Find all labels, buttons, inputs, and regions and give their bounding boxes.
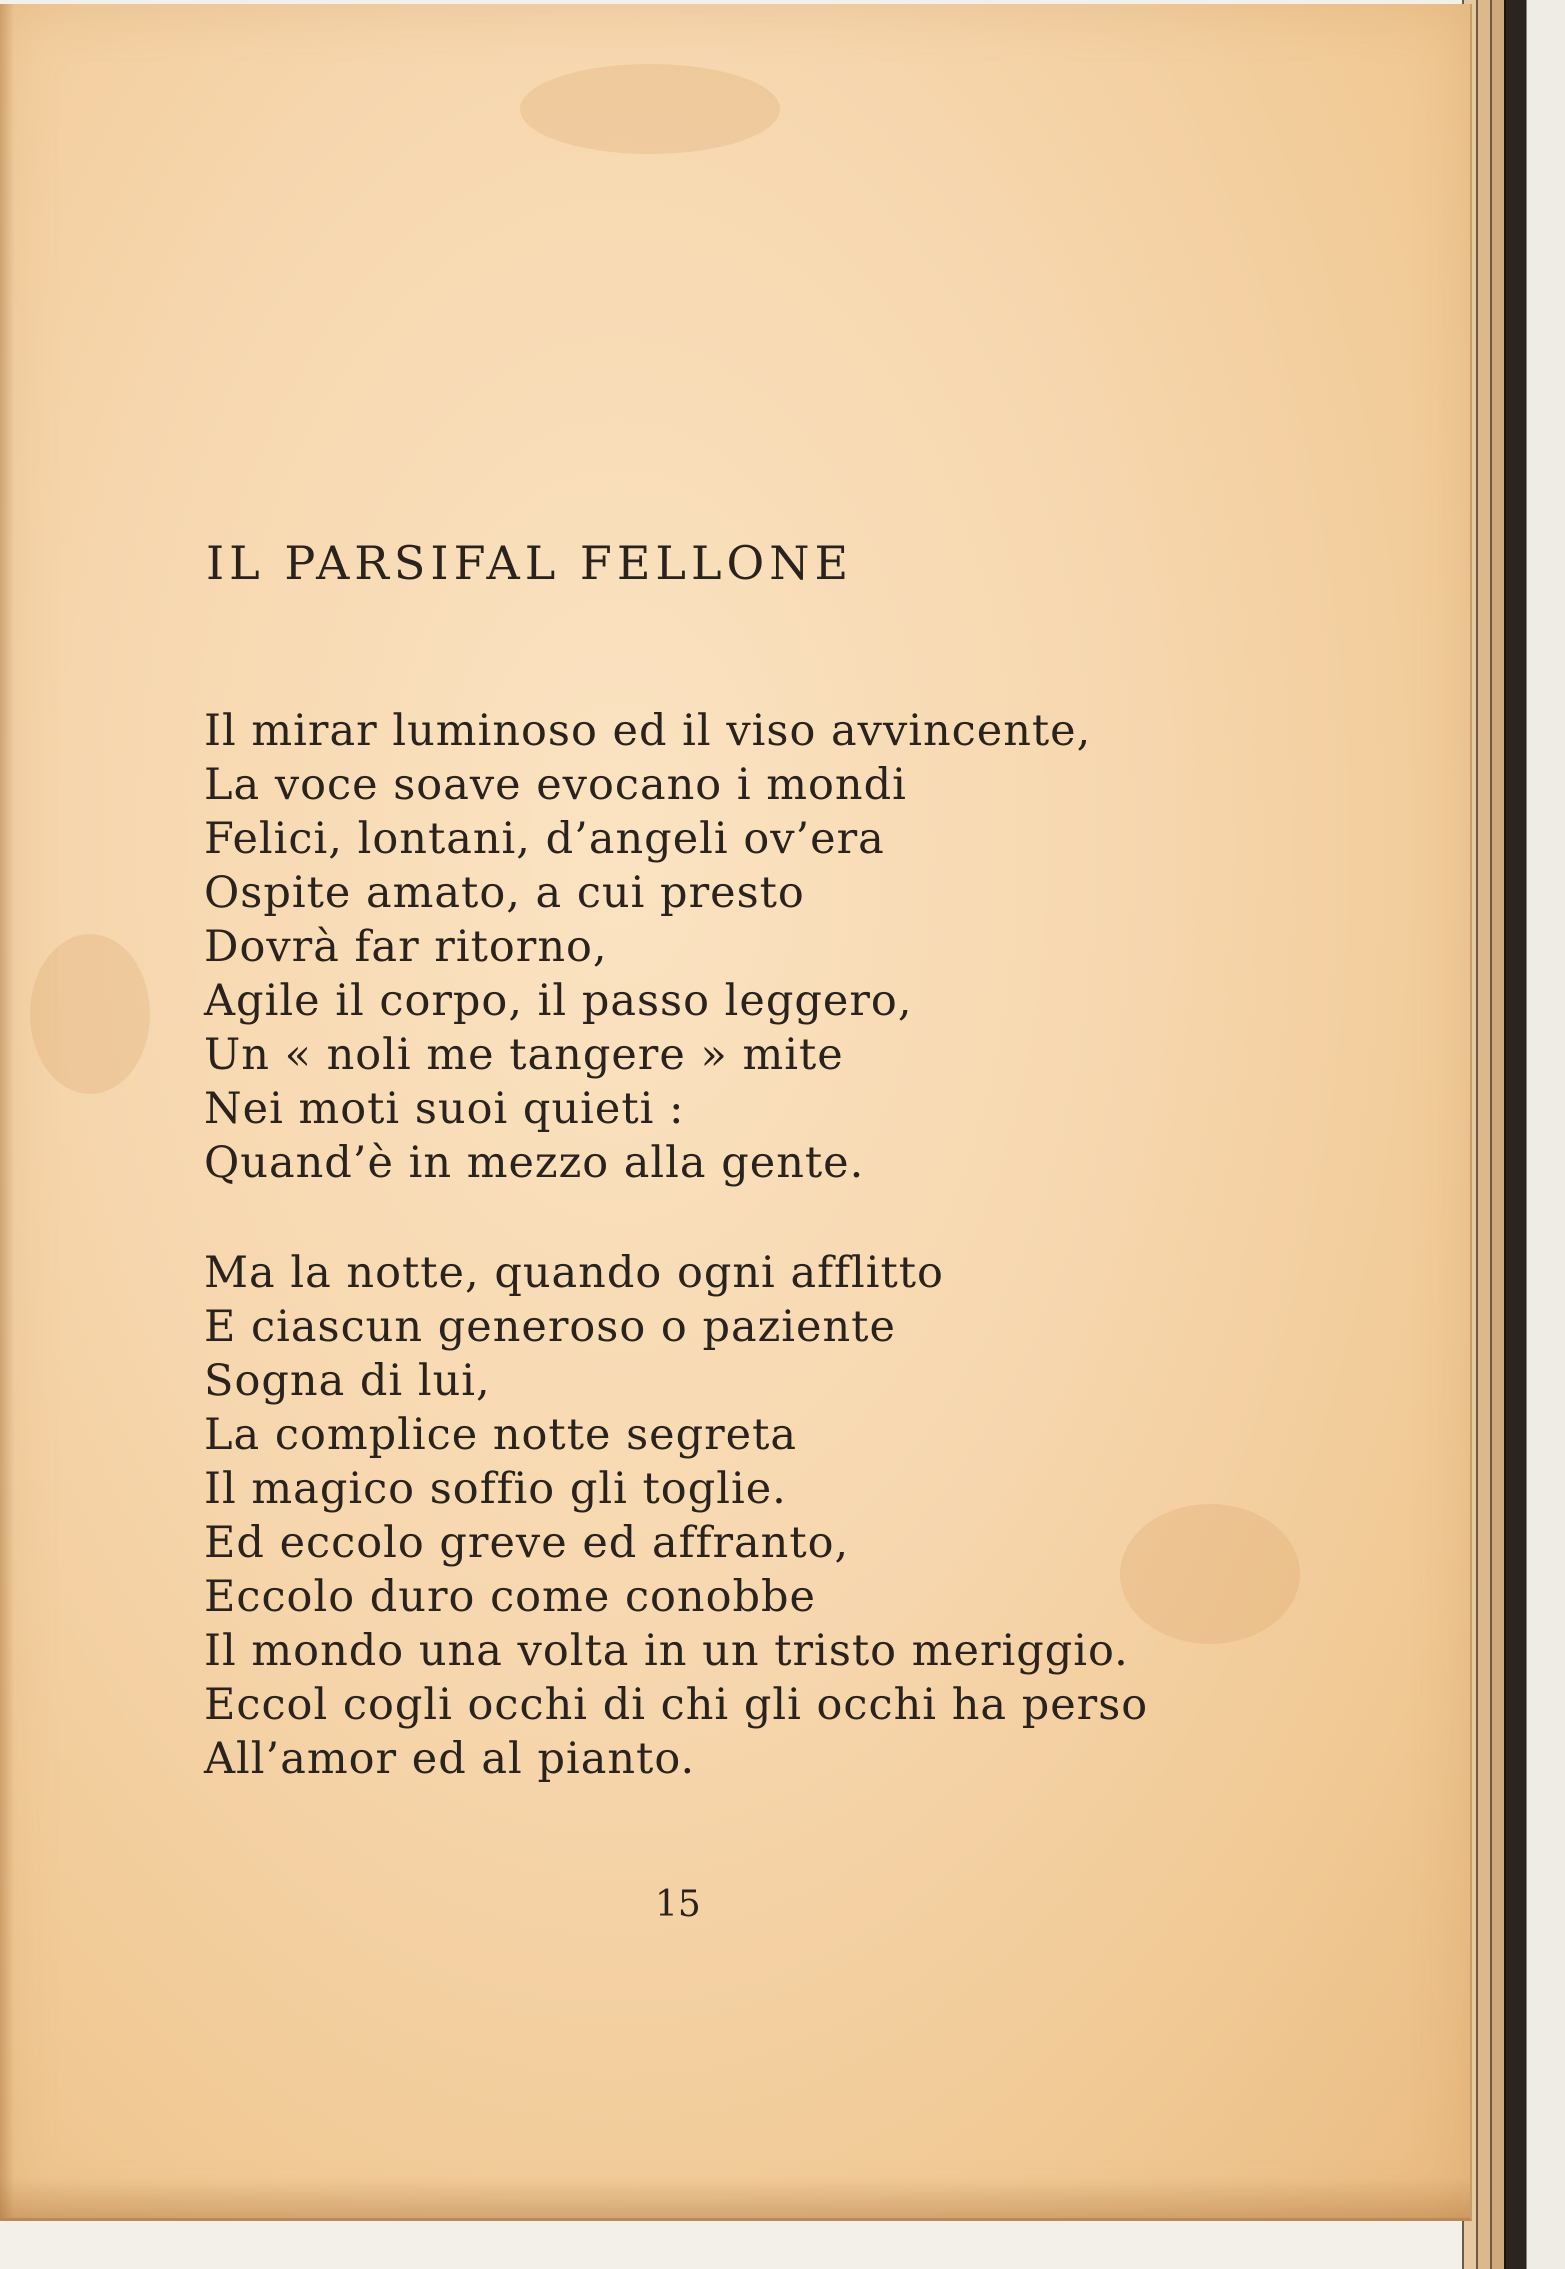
page-number: 15 [655, 1884, 701, 1925]
stanza-2 [204, 1246, 1148, 1786]
verse-line: Ed eccolo greve ed affranto, [204, 1518, 850, 1568]
verse-line: Sogna di lui, [204, 1356, 491, 1406]
verse-line: Felici, lontani, d’angeli ov’era [204, 814, 885, 864]
paper-stain [30, 934, 150, 1094]
verse-line: Un « noli me tangere » mite [204, 1030, 844, 1080]
verse-line: E ciascun generoso o paziente [204, 1302, 896, 1352]
verse-line: Ospite amato, a cui presto [204, 868, 805, 918]
verse-line: Dovrà far ritorno, [204, 922, 608, 972]
paper-stain [520, 64, 780, 154]
stanza-1 [204, 704, 1091, 1190]
verse-line: Eccolo duro come conobbe [204, 1572, 816, 1622]
verse-line: Ma la notte, quando ogni afflitto [204, 1248, 944, 1298]
book-spine-shadow [1504, 0, 1528, 2269]
verse-line: Quand’è in mezzo alla gente. [204, 1138, 865, 1188]
verse-line: Il mirar luminoso ed il viso avvincente, [204, 706, 1092, 756]
verse-line: All’amor ed al pianto. [204, 1734, 696, 1784]
scan-background [1526, 0, 1565, 2269]
poem-title: IL PARSIFAL FELLONE [206, 536, 854, 590]
verse-line: Il mondo una volta in un tristo meriggio. [204, 1626, 1129, 1676]
verse-line: Nei moti suoi quieti : [204, 1084, 685, 1134]
verse-line: La complice notte segreta [204, 1410, 798, 1460]
paper-page [0, 4, 1472, 2221]
verse-line: Il magico soffio gli toglie. [204, 1464, 787, 1514]
verse-line: La voce soave evocano i mondi [204, 760, 907, 810]
verse-line: Eccol cogli occhi di chi gli occhi ha perso [204, 1680, 1149, 1730]
verse-line: Agile il corpo, il passo leggero, [204, 976, 913, 1026]
